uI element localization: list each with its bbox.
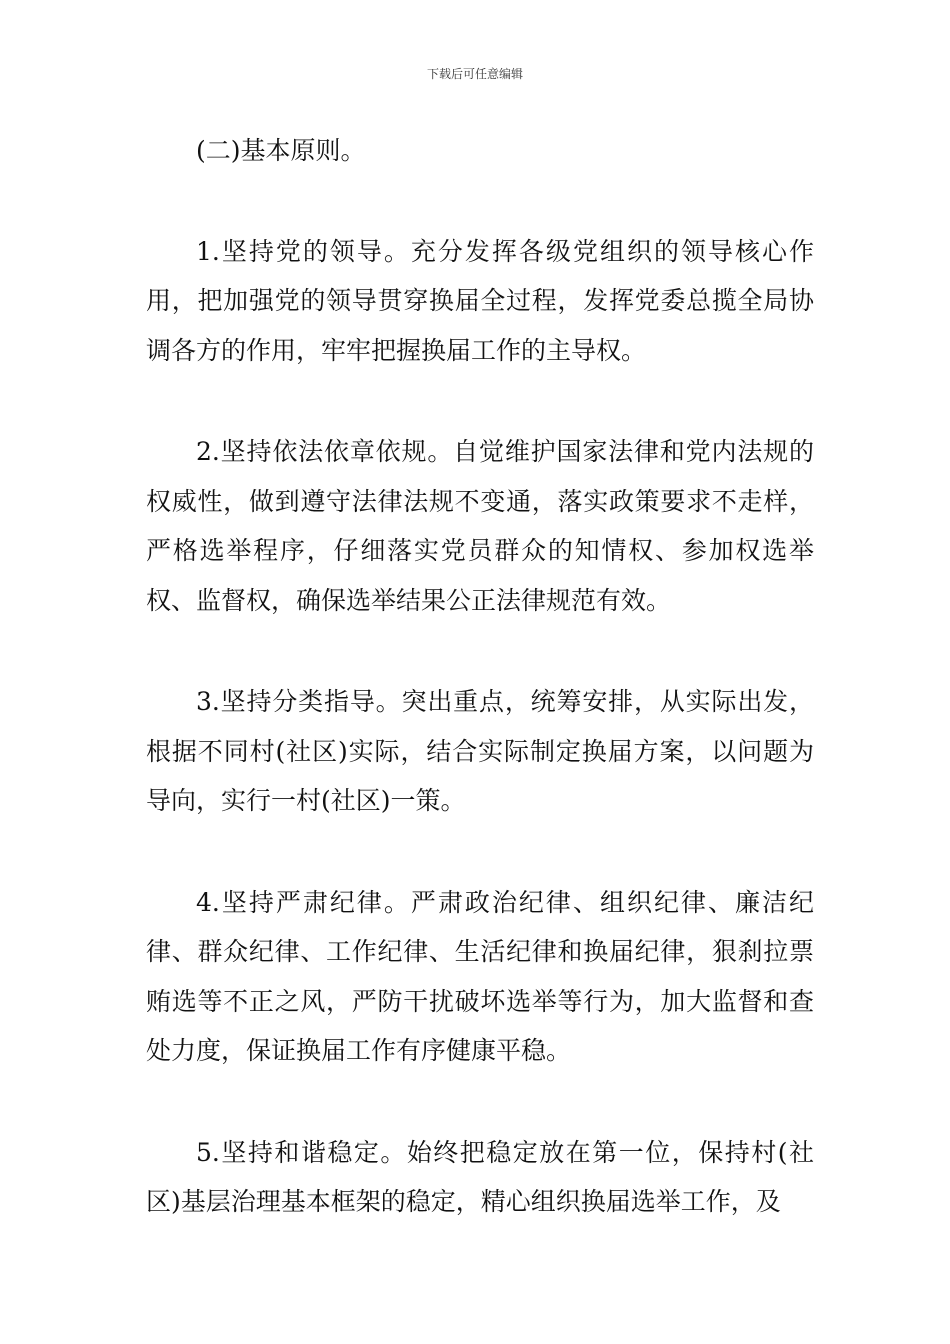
principle-paragraph-3: 3.坚持分类指导。突出重点，统筹安排，从实际出发，根据不同村(社区)实际，结合实际制定换届方案，以问题为导向，实行一村(社区)一策。	[146, 687, 814, 815]
page-header: 下载后可任意编辑	[426, 67, 523, 81]
section-heading: (二)基本原则。	[196, 136, 366, 165]
principle-paragraph-5: 5.坚持和谐稳定。始终把稳定放在第一位，保持村(社区)基层治理基本框架的稳定，精心组织换届选举工作，及	[146, 1137, 814, 1216]
document-body	[146, 126, 814, 1279]
principle-paragraph-4: 4.坚持严肃纪律。严肃政治纪律、组织纪律、廉洁纪律、群众纪律、工作纪律、生活纪律和换届纪律，狠刹拉票贿选等不正之风，严防干扰破坏选举等行为，加大监督和查处力度，保证换届工作有序健康平稳。	[146, 887, 814, 1065]
principle-paragraph-1: 1.坚持党的领导。充分发挥各级党组织的领导核心作用，把加强党的领导贯穿换届全过程，发挥党委总揽全局协调各方的作用，牢牢把握换届工作的主导权。	[146, 236, 814, 365]
principle-paragraph-2: 2.坚持依法依章依规。自觉维护国家法律和党内法规的权威性，做到遵守法律法规不变通，落实政策要求不走样，严格选举程序，仔细落实党员群众的知情权、参加权选举权、监督权，确保选举结果公正法律规范有效。	[146, 437, 814, 615]
